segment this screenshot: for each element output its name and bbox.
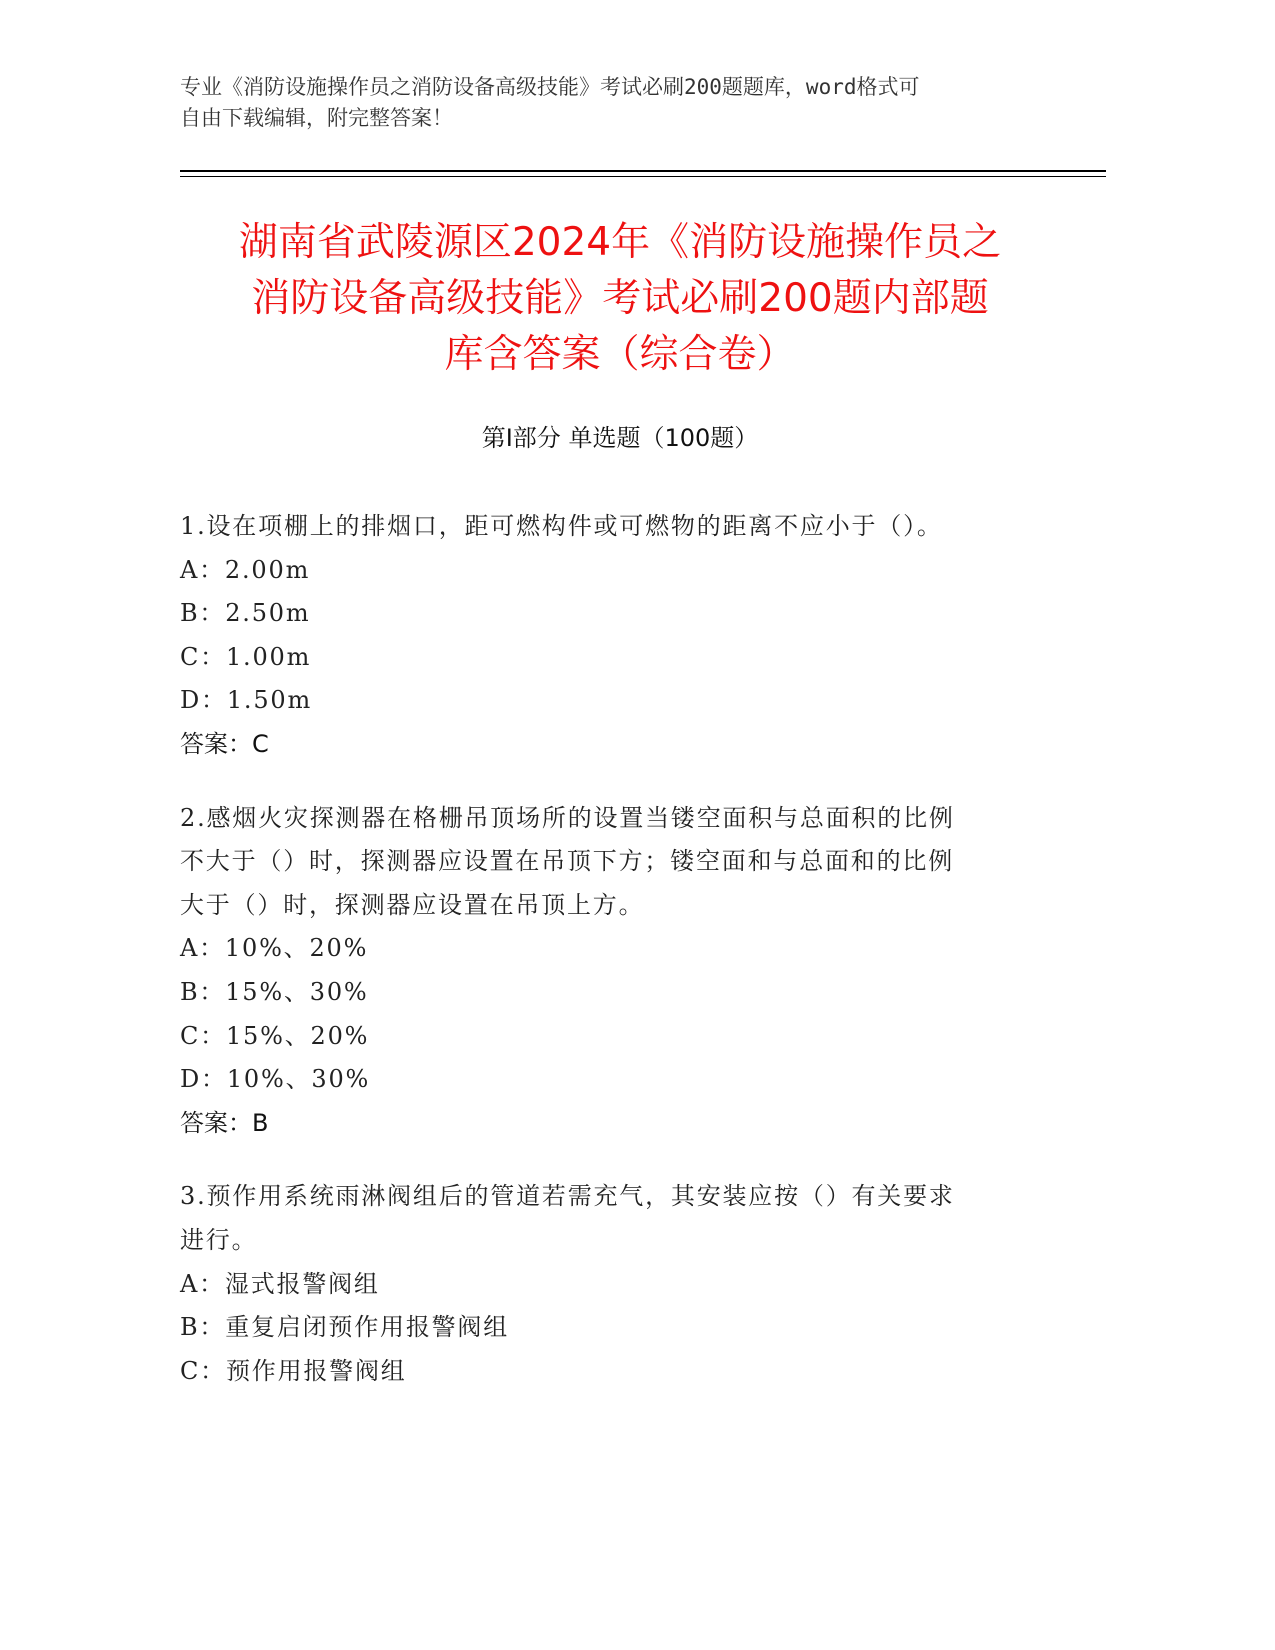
question-stem — [180, 505, 1020, 549]
stem-line: 2.感烟火灾探测器在格栅吊顶场所的设置当镂空面积与总面积的比例 — [180, 803, 955, 832]
question-stem — [180, 797, 1020, 928]
option-d: D：1.50m — [180, 686, 313, 715]
section-heading: 第I部分 单选题（100题） — [481, 424, 759, 452]
question-stem — [180, 1175, 1020, 1262]
option-b: B：重复启闭预作用报警阀组 — [180, 1313, 510, 1342]
stem-line: 进行。 — [180, 1225, 258, 1254]
header-note-line: 专业《消防设施操作员之消防设备高级技能》考试必刷200题题库，word格式可 — [180, 75, 920, 99]
option-a: A：2.00m — [180, 555, 311, 584]
stem-line: 1.设在项棚上的排烟口，距可燃构件或可燃物的距离不应小于（）。 — [180, 512, 943, 540]
stem-line: 大于（）时，探测器应设置在吊顶上方。 — [180, 890, 645, 919]
question-item — [180, 797, 1020, 1146]
stem-line: 不大于（）时，探测器应设置在吊顶下方；镂空面和与总面和的比例 — [180, 847, 954, 876]
title-line: 湖南省武陵源区2024年《消防设施操作员之 — [238, 220, 1002, 265]
document-title — [180, 215, 1060, 383]
option-c: C：1.00m — [180, 642, 312, 671]
title-line: 库含答案（综合卷） — [444, 332, 796, 377]
header-note-line: 自由下载编辑，附完整答案！ — [180, 106, 453, 130]
header-note — [180, 72, 1060, 134]
question-item — [180, 1175, 1020, 1393]
stem-line: 3.预作用系统雨淋阀组后的管道若需充气，其安装应按（）有关要求 — [180, 1182, 955, 1211]
question-list — [180, 505, 1020, 1423]
question-item — [180, 505, 1020, 767]
option-b: B：2.50m — [180, 599, 311, 628]
option-d: D：10%、30% — [180, 1065, 371, 1094]
option-c: C：预作用报警阀组 — [180, 1356, 407, 1385]
option-c: C：15%、20% — [180, 1021, 370, 1050]
option-a: A：湿式报警阀组 — [180, 1269, 380, 1298]
header-rule-thin — [180, 176, 1106, 177]
answer-line: 答案：C — [180, 729, 269, 758]
header-rule-thick — [180, 170, 1106, 172]
option-b: B：15%、30% — [180, 977, 369, 1006]
title-line: 消防设备高级技能》考试必刷200题内部题 — [251, 276, 989, 321]
option-a: A：10%、20% — [180, 934, 369, 963]
answer-line: 答案：B — [180, 1108, 269, 1137]
